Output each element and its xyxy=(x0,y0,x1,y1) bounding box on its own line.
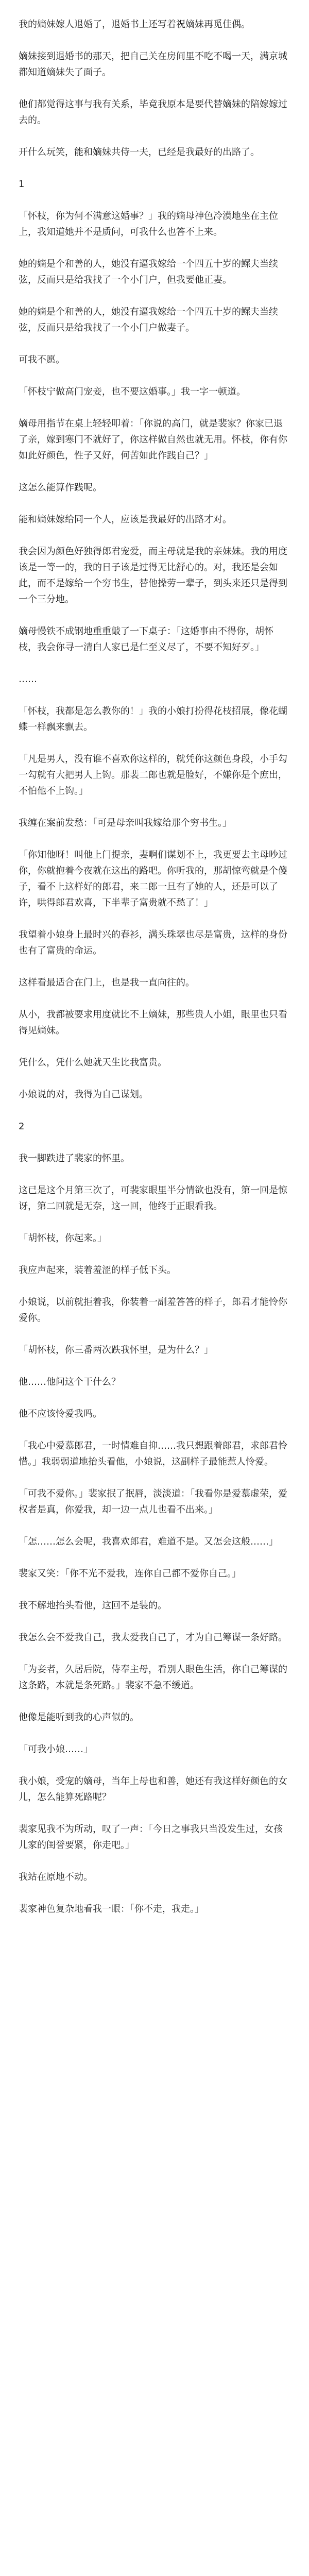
paragraph: 「怀枝宁做高门宠妾，也不要这婚事。」我一字一顿道。 xyxy=(19,386,246,397)
paragraph: 「怎……怎么会呢，我喜欢郎君，难道不是。又怎会这般……」 xyxy=(19,1536,278,1547)
paragraph: 小娘说，以前就拒着我，你装着一副羞答答的样子，郎君才能怜你爱你。 xyxy=(19,1297,287,1324)
paragraph: 这已是这个月第三次了，可裴家眼里半分情欲也没有，第一回是惊讶，第二回就是无奈，这一回，他终于正眼看我。 xyxy=(19,1185,287,1212)
section-number: 2 xyxy=(19,1121,25,1132)
section-number: 1 xyxy=(19,179,25,190)
paragraph: 我一脚跌进了裴家的怀里。 xyxy=(19,1153,130,1164)
paragraph: 我站在原地不动。 xyxy=(19,1872,93,1883)
paragraph: 我应声起来，装着羞涩的样子低下头。 xyxy=(19,1265,176,1276)
paragraph: 从小，我都被要求用度就比不上嫡妹，那些贵人小姐，眼里也只看得见嫡妹。 xyxy=(19,1009,287,1036)
paragraph: 小娘说的对，我得为自己谋划。 xyxy=(19,1089,148,1100)
paragraph: 这样看最适合在门上，也是我一直向往的。 xyxy=(19,977,195,988)
paragraph: 凭什么，凭什么她就天生比我富贵。 xyxy=(19,1057,167,1068)
paragraph: 她的嫡是个和善的人，她没有逼我嫁给一个四五十岁的鳏夫当续弦，反而只是给我找了一个小门户做妻子。 xyxy=(19,307,278,333)
paragraph: 「我心中爱慕郎君，一时情难自抑……我只想跟着郎君，求郎君怜惜。」我弱弱道地抬头看他，小娘说，这副样子最能惹人怜爱。 xyxy=(19,1440,287,1467)
paragraph: 可我不愿。 xyxy=(19,354,65,365)
paragraph: 开什么玩笑，能和嫡妹共侍一夫，已经是我最好的出路了。 xyxy=(19,147,260,158)
paragraph: 我小娘，受宠的嫡母，当年上母也和善，她还有我这样好颜色的女儿，怎么能算死路呢？ xyxy=(19,1776,287,1803)
paragraph: 裴家见我不为所动，叹了一声：「今日之事我只当没发生过，女孩儿家的闺誉要紧，你走吧。」 xyxy=(19,1824,283,1851)
paragraph: 「怀枝，你为何不满意这婚事？」我的嫡母神色冷漠地坐在主位上，我知道她并不是质问，可我什么也答不上来。 xyxy=(19,211,278,238)
paragraph: 他们都觉得这事与我有关系，毕竟我原本是要代替嫡妹的陪嫁嫁过去的。 xyxy=(19,99,287,126)
paragraph: 「胡怀枝，你三番两次跌我怀里，是为什么？」 xyxy=(19,1345,213,1355)
paragraph: 这怎么能算作践呢。 xyxy=(19,482,102,493)
paragraph: 「胡怀枝，你起来。」 xyxy=(19,1233,107,1244)
paragraph: 「为妾者，久居后院，侍奉主母，看别人眼色生活，你自己筹谋的这条路，本就是条死路。」裴家不急不缓道。 xyxy=(19,1664,287,1691)
paragraph: 我会因为颜色好独得郎君宠爱，而主母就是我的亲妹妹。我的用度该是一等一的，我的日子该是过得无比舒心的。对，我还是会如此，而不是嫁给一个穷书生，替他操劳一辈子，到头来还只是得到一个三分地。 xyxy=(19,546,287,605)
paragraph: 我望着小娘身上最时兴的春衫，满头珠翠也尽是富贵，这样的身份也有了富贵的命运。 xyxy=(19,929,287,956)
scene-break: …… xyxy=(19,674,37,685)
paragraph: 他像是能听到我的心声似的。 xyxy=(19,1712,139,1723)
paragraph: 裴家又笑：「你不光不爱我，连你自己都不爱你自己。」 xyxy=(19,1568,241,1579)
paragraph: 「可我不爱你。」裴家抿了抿唇，淡淡道：「我看你是爱慕虚荣，爱权者是真，你爱我，却一边一点儿也看不出来。」 xyxy=(19,1488,287,1515)
paragraph: 我缠在案前发愁：「可是母亲叫我嫁给那个穷书生。」 xyxy=(19,818,232,828)
paragraph: 我怎么会不爱我自己，我太爱我自己了，才为自己筹谋一条好路。 xyxy=(19,1632,287,1643)
paragraph-with-highlight: 嫡母用指节在桌上轻轻叩着：「你说的高门，就是裴家？你家已退了亲，嫁到寒门不就好了，你这样做自然也就无用。怀枝，你有你如此好颜色，性子又好，何苦如此作践自己？」 xyxy=(19,418,287,461)
paragraph: 「怀枝，我都是怎么教你的！」我的小娘打扮得花枝招展，像花蝴蝶一样飘来飘去。 xyxy=(19,706,287,733)
paragraph: 「可我小娘……」 xyxy=(19,1744,93,1755)
paragraph: 他不应该怜爱我吗。 xyxy=(19,1409,102,1419)
paragraph: 「你知他呀！叫他上门提亲，妻啊们谋划不上，我更要去主母吵过你，你就抱着今夜就在这出的路吧。你听我的，那胡惊鸾就是个傻子，看不上这样好的郎君，来二郎一旦有了她的人，还是可以了许，哄得郎君欢喜，下半辈子富贵就不愁了！」 xyxy=(19,850,287,908)
paragraph: 我的嫡妹嫁人退婚了，退婚书上还写着祝嫡妹再觅佳偶。 xyxy=(19,19,250,30)
paragraph: 嫡妹接到退婚书的那天，把自己关在房间里不吃不喝一天，满京城都知道嫡妹失了面子。 xyxy=(19,51,287,78)
paragraph: 她的嫡是个和善的人，她没有逼我嫁给一个四五十岁的鳏夫当续弦，反而只是给我找了一个小门户，但我要他正妻。 xyxy=(19,259,278,285)
paragraph: 他……他问这个干什么？ xyxy=(19,1377,121,1387)
paragraph: 能和嫡妹嫁给同一个人，应该是我最好的出路才对。 xyxy=(19,514,232,525)
paragraph: 「凡是男人，没有谁不喜欢你这样的，就凭你这颜色身段，小手勾一勾就有大把男人上钩。那裴二郎也就是脸好，不嫌你是个庶出，不怕他不上钩。」 xyxy=(19,754,287,796)
paragraph: 裴家神色复杂地看我一眼：「你不走，我走。」 xyxy=(19,1904,204,1914)
paragraph: 我不解地抬头看他，这回不是装的。 xyxy=(19,1600,167,1611)
paragraph: 嫡母慢铁不成钢地重重敲了一下桌子：「这婚事由不得你，胡怀枝，我会你寻一清白人家已是仁至义尽了，不要不知好歹。」 xyxy=(19,626,273,653)
